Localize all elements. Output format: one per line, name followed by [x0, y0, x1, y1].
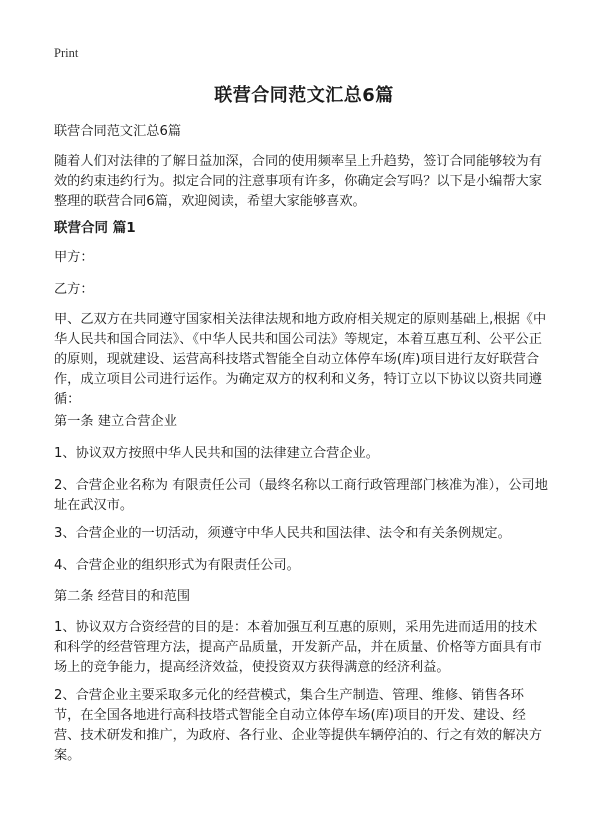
article-1-title: 第一条 建立合营企业: [54, 414, 177, 429]
article-1-item-4: 4、合营企业的组织形式为有限责任公司。: [54, 558, 300, 573]
document-title: 联营合同范文汇总6篇: [214, 85, 394, 106]
print-label: Print: [54, 46, 79, 60]
article-1-item-1: 1、协议双方按照中华人民共和国的法律建立合营企业。: [54, 446, 379, 461]
party-b-line: 乙方：: [54, 282, 94, 297]
document-subtitle: 联营合同范文汇总6篇: [54, 124, 182, 139]
article-2-item-2: 2、合营企业主要采取多元化的经营模式，集合生产制造、管理、维修、销售各环节，在全国各地进行高科技塔式智能全自动立体停车场(库)项目的开发、建设、经营、技术研发和推广，为政府、各行业、企业等提供车辆停泊的、行之有效的解决方案。: [54, 688, 542, 763]
article-1-item-2: 2、合营企业名称为 有限责任公司（最终名称以工商行政管理部门核准为准），公司地址在武汉市。: [54, 478, 548, 513]
article-2-title: 第二条 经营目的和范围: [54, 589, 191, 604]
preamble-paragraph: 甲、乙双方在共同遵守国家相关法律法规和地方政府相关规定的原则基础上,根据《中华人民共和国合同法》、《中华人民共和国公司法》等规定，本着互惠互利、公平公正的原则，现就建设、运营高科技塔式智能全自动立体停车场(库)项目进行友好联营合作，成立项目公司进行运作。为确定双方的权利和义务，特订立以下协议以资共同遵循：: [54, 312, 547, 407]
section-heading: 联营合同 篇1: [54, 220, 136, 236]
intro-paragraph: 随着人们对法律的了解日益加深，合同的使用频率呈上升趋势，签订合同能够较为有效的约束违约行为。拟定合同的注意事项有许多，你确定会写吗？以下是小编帮大家整理的联营合同6篇，欢迎阅读，希望大家能够喜欢。: [54, 154, 542, 209]
article-1-item-3: 3、合营企业的一切活动，须遵守中华人民共和国法律、法令和有关条例规定。: [54, 526, 511, 541]
article-2-item-1: 1、协议双方合资经营的目的是：本着加强互利互惠的原则，采用先进而适用的技术和科学的经营管理方法，提高产品质量，开发新产品，并在质量、价格等方面具有市场上的竞争能力，提高经济效益，使投资双方获得满意的经济利益。: [54, 620, 542, 675]
party-a-line: 甲方：: [54, 250, 94, 265]
